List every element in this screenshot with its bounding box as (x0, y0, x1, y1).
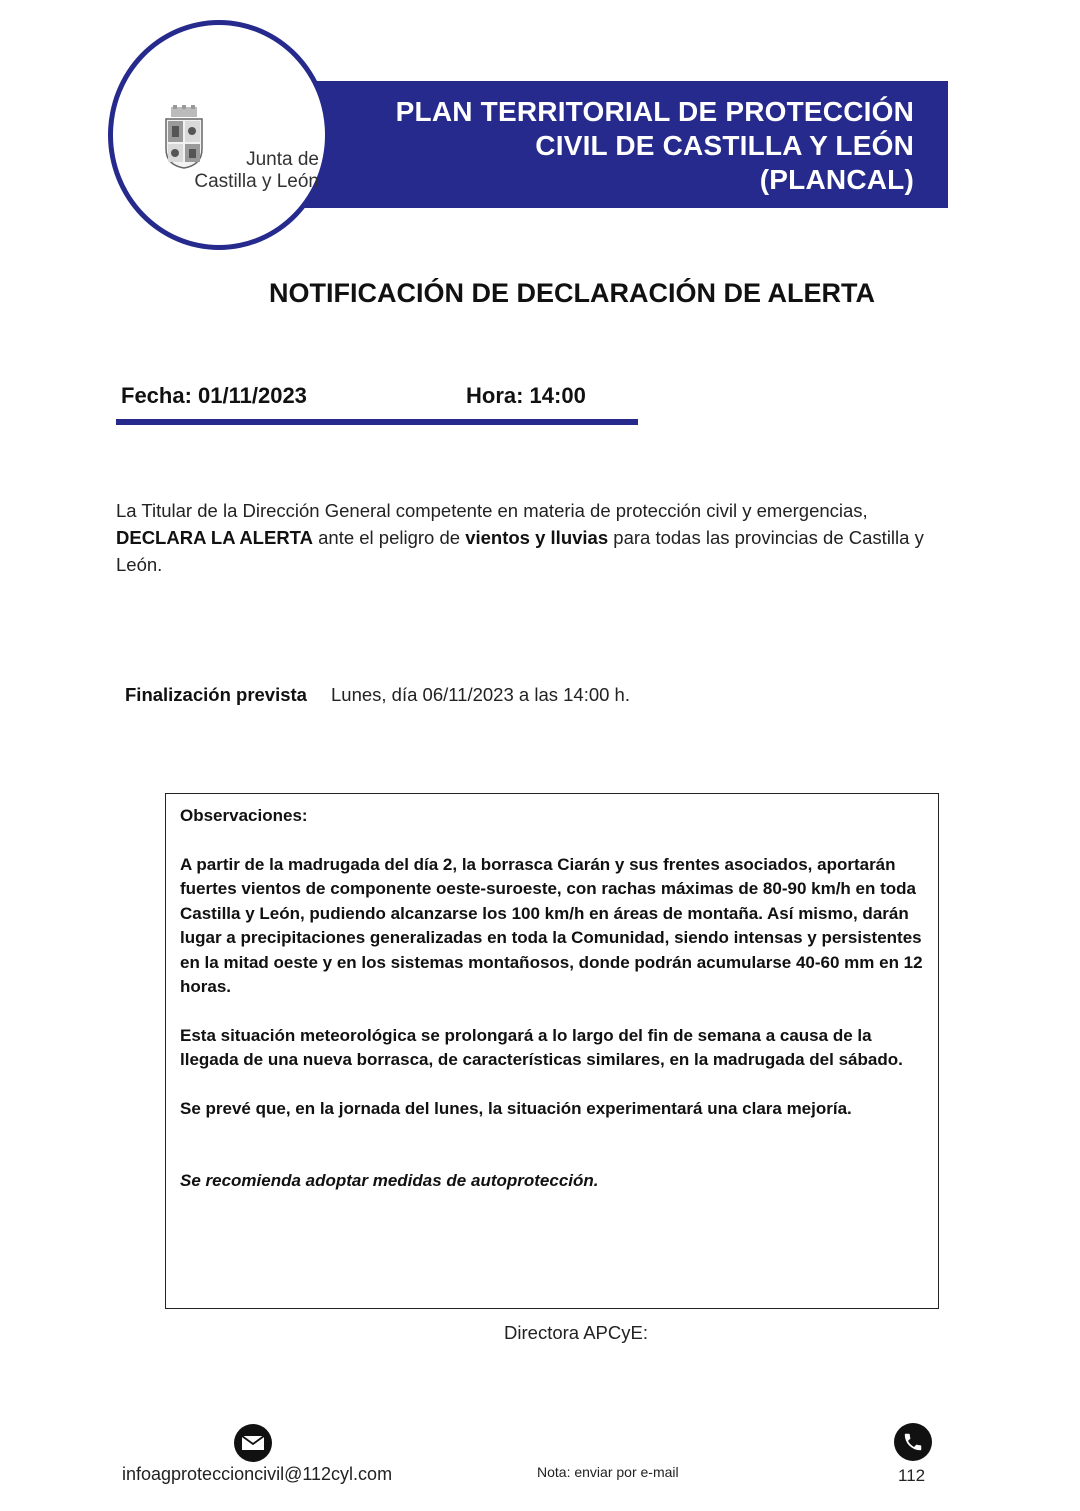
plan-title-line-1: PLAN TERRITORIAL DE PROTECCIÓN (395, 96, 914, 127)
observaciones-heading: Observaciones: (180, 806, 308, 825)
observaciones-recommendation: Se recomienda adoptar medidas de autoprotección. (180, 1171, 599, 1190)
footer-email[interactable]: infoagproteccioncivil@112cyl.com (122, 1464, 393, 1484)
envelope-icon (234, 1424, 272, 1462)
header-band (290, 81, 948, 208)
plan-title-line-3: (PLANCAL) (759, 164, 914, 195)
logo-line-2: Castilla y León (194, 171, 319, 192)
observaciones-paragraph-2: Esta situación meteorológica se prolongará a lo largo del fin de semana a causa de la llegada de una nueva borrasca, de características similares, en la madrugada del sábado. (180, 1025, 903, 1069)
fecha-label: Fecha: 01/11/2023 (121, 383, 307, 408)
hora-label: Hora: 14:00 (466, 383, 586, 408)
footer-phone: 112 (898, 1466, 926, 1485)
plan-title-line-2: CIVIL DE CASTILLA Y LEÓN (535, 130, 914, 161)
intro-bold-declara: DECLARA LA ALERTA (116, 527, 313, 548)
observaciones-box (165, 793, 939, 1309)
intro-bold-hazard: vientos y lluvias (465, 527, 609, 548)
finalizacion-label: Finalización prevista (125, 684, 307, 705)
document-title: NOTIFICACIÓN DE DECLARACIÓN DE ALERTA (269, 278, 875, 308)
junta-logo (108, 20, 330, 250)
footer-note: Nota: enviar por e-mail (537, 1464, 679, 1480)
intro-paragraph (116, 497, 956, 578)
logo-line-1: Junta de (246, 149, 319, 170)
observaciones-paragraph-1: A partir de la madrugada del día 2, la borrasca Ciarán y sus frentes asociados, aportarán fuertes vientos de componente oeste-suroeste, con rachas máximas de 80-90 km/h en toda Castilla y León, pudiendo alcanzarse los 100 km/h en áreas de montaña. Así mismo, darán lugar a precipitaciones generalizadas en toda la Comunidad, siendo intensas y persistentes en la mitad oeste y en los sistemas montañosos, donde podrán acumularse 40-60 mm en 12 horas. (180, 854, 923, 996)
phone-icon (894, 1423, 932, 1461)
date-time-row (116, 383, 638, 425)
plan-title (354, 95, 914, 197)
intro-text-3: para todas las provincias de Castilla y León. (116, 527, 924, 575)
intro-text-2: ante el peligro de (312, 527, 466, 548)
junta-logo-text (149, 149, 319, 193)
signature-label: Directora APCyE: (504, 1322, 648, 1343)
finalizacion-value: Lunes, día 06/11/2023 a las 14:00 h. (331, 684, 630, 705)
intro-text-1: La Titular de la Dirección General competente en materia de protección civil y emergencias, (116, 500, 868, 521)
observaciones-paragraph-3: Se prevé que, en la jornada del lunes, la situación experimentará una clara mejoría. (180, 1098, 852, 1118)
